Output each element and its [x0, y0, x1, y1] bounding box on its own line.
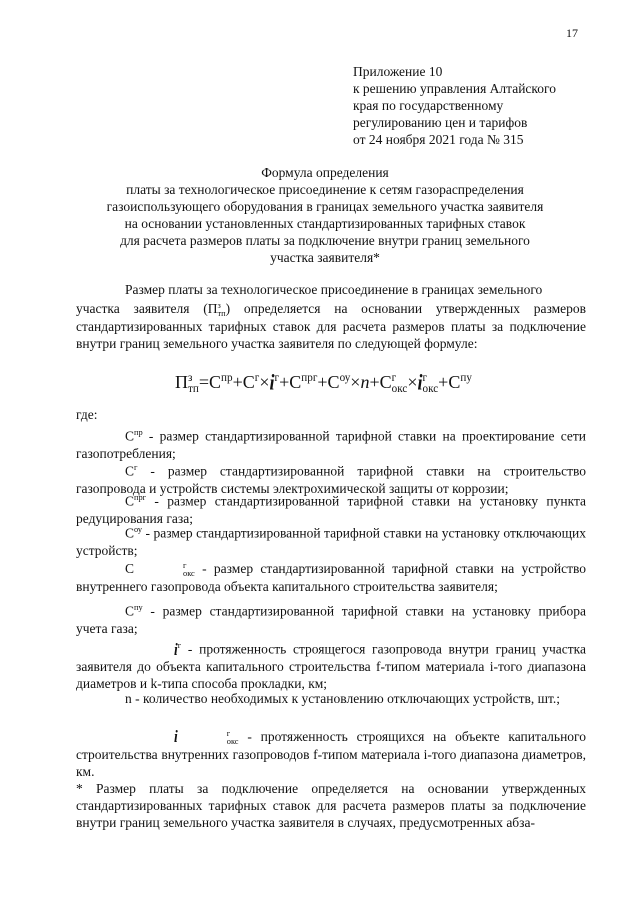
- definition-length-oks: i г окс - протяженность строящихся на объекте капитального строительства внутренних газопроводов f-типом материала i-того диапазона диаметров, км.: [76, 727, 587, 779]
- definition-c-oks: С г окс - размер стандартизированной тарифной ставки на устройство внутреннего газопровода объекта капитального строительства заявителя;: [76, 560, 587, 594]
- title-line: на основании установленных стандартизированных тарифных ставок: [124, 216, 526, 231]
- definition-c-pr: $С^{пр}$ - размер стандартизированной тарифной ставки на проектирование сети газопотребления;: [76, 428, 586, 461]
- appendix-line: края по государственному: [353, 98, 504, 113]
- definition-c-g: $С^г$ - размер стандартизированной тарифной ставки на строительство газопровода и устройств системы электрохимической защиты от коррозии;: [76, 463, 587, 496]
- appendix-header: [353, 63, 556, 148]
- intro-paragraph: участка заявителя (П з тп ) определяется на основании утвержденных размеров стандартизированных тарифных ставок для расчета размеров платы за подключение внутри границ земельного участка заявителя по следующей формуле:: [76, 300, 587, 351]
- appendix-line: к решению управления Алтайского: [353, 81, 556, 96]
- page-number: 17: [566, 26, 578, 40]
- definition-c-pu: $С^{пу}$ - размер стандартизированной тарифной ставки на установку прибора учета газа;: [76, 603, 587, 636]
- intro-text: участка заявителя: [76, 301, 190, 316]
- document-title: [60, 164, 590, 266]
- appendix-line: Приложение 10: [353, 64, 443, 79]
- definition-c-ou: $С^{оу}$ - размер стандартизированной тарифной ставки на установку отключающих устройств;: [76, 525, 587, 558]
- appendix-line: от 24 ноября 2021 года № 315: [353, 132, 524, 147]
- title-line: газоиспользующего оборудования в границах земельного участка заявителя: [106, 199, 544, 214]
- intro-text: определяется на основании утвержденных размеров стандартизированных тарифных ставок для расчета размеров платы за подключение внутри границ земельного участка заявителя по следующей формуле:: [76, 301, 587, 351]
- definition-n: n - количество необходимых к установлению отключающих устройств, шт.;: [125, 691, 561, 706]
- formula: П з тп $=С^{пр}+С^г\times i^г+С^{прг}+С^{оу}\times n+С$ г окс ×i г окс $+С^{пу}$: [175, 369, 472, 395]
- title-line: Формула определения: [261, 165, 389, 180]
- appendix-line: регулированию цен и тарифов: [353, 115, 528, 130]
- definition-length: $i^г$ - протяженность строящегося газопровода внутри границ участка заявителя до объекта капитального строительства f-типом материала i-того диапазона диаметров и k-типа способа прокладки, км;: [76, 639, 586, 691]
- definition-c-prg: $С^{прг}$ - размер стандартизированной тарифной ставки на установку пункта редуцирования газа;: [76, 493, 587, 526]
- title-line: платы за технологическое присоединение к сетям газораспределения: [126, 182, 524, 197]
- title-line: для расчета размеров платы за подключение внутри границ земельного: [120, 233, 530, 248]
- title-line: участка заявителя*: [270, 250, 380, 265]
- symbol-p-tp: П з тп: [207, 300, 226, 318]
- intro-paragraph-line1: Размер платы за технологическое присоединение в границах земельного: [125, 282, 543, 297]
- where-label: где:: [76, 407, 98, 422]
- footnote: * Размер платы за подключение определяется на основании утвержденных стандартизированных тарифных ставок для расчета размеров платы за подключение внутри границ земельного участка заявителя в случаях, предусмотренных абза-: [76, 781, 586, 830]
